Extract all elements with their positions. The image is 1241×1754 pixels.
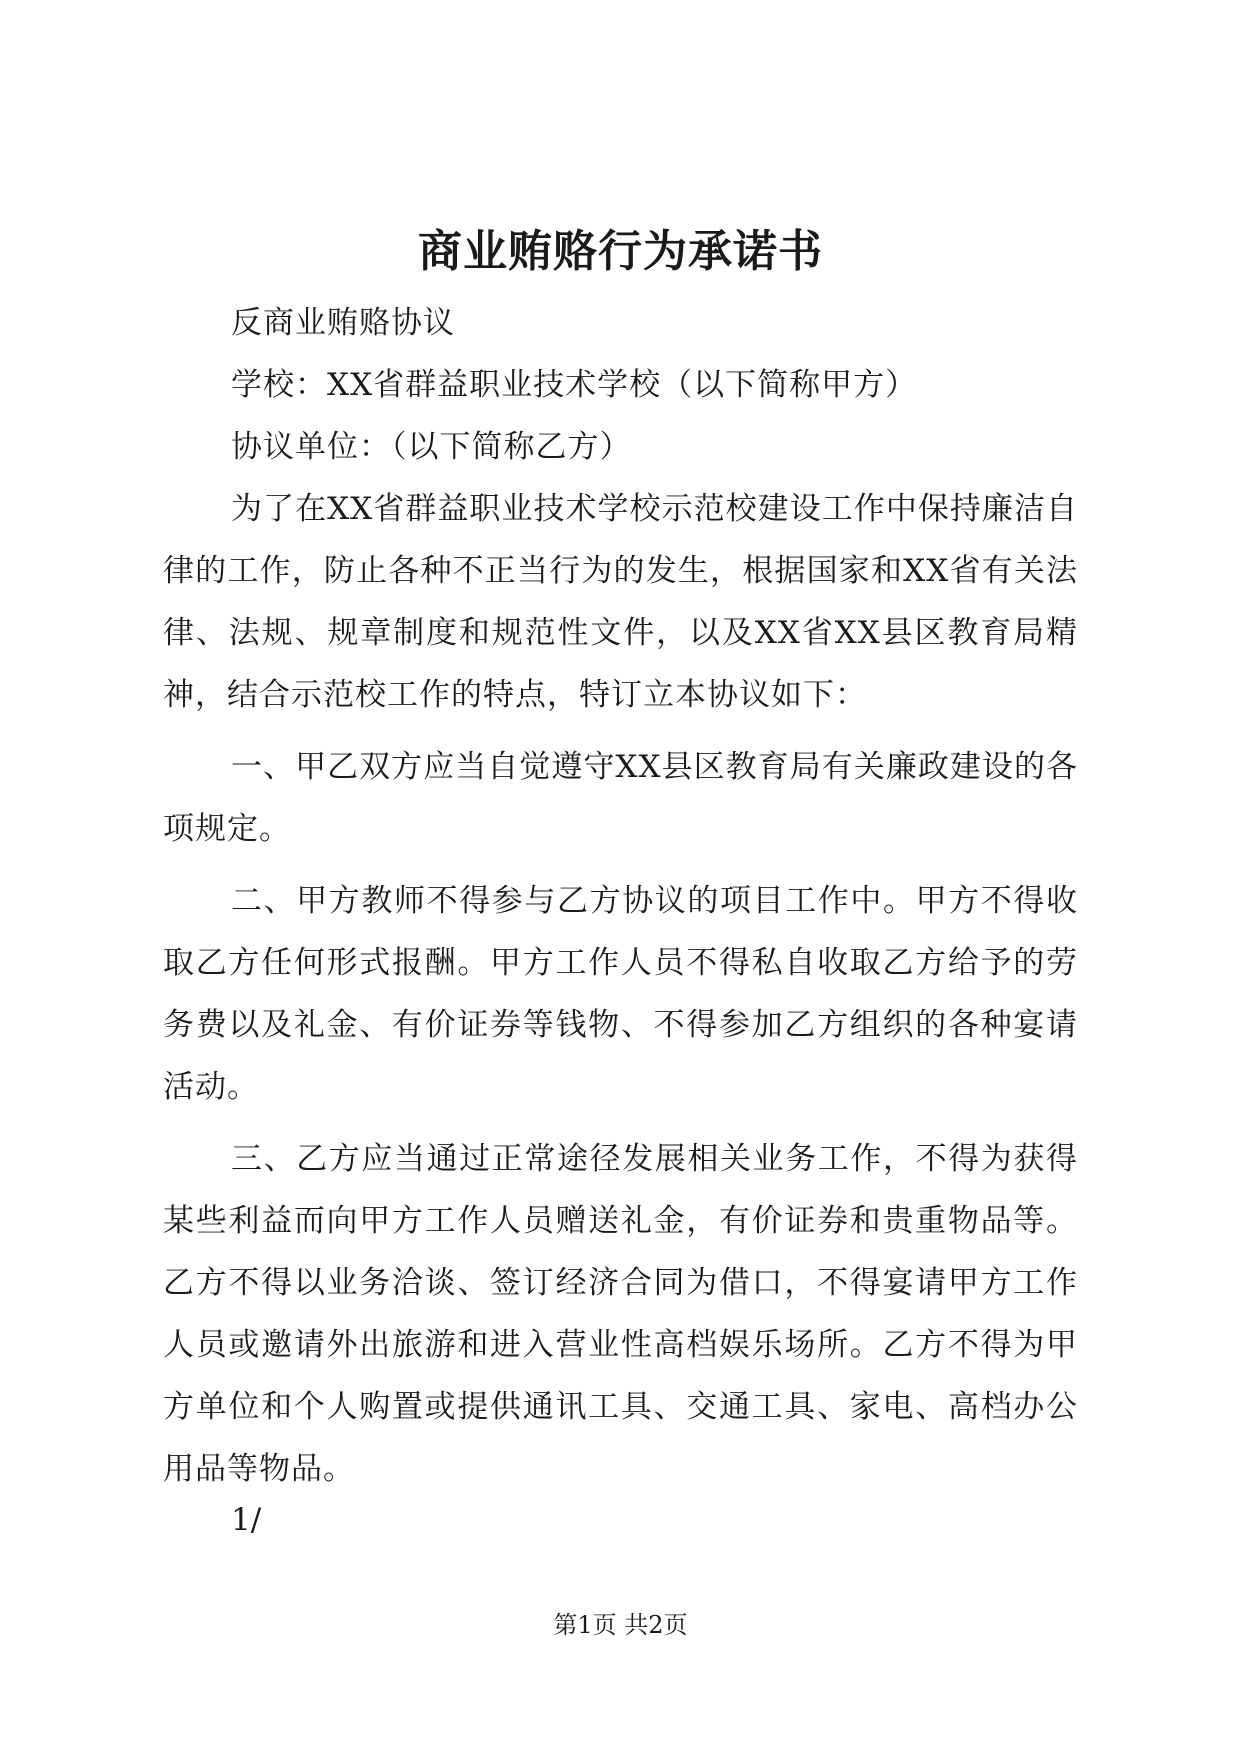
document-title: 商业贿赂行为承诺书 xyxy=(418,226,823,277)
page-footer: 第1页 共2页 xyxy=(553,1611,688,1639)
page-marker: 1/ xyxy=(231,1502,262,1538)
document-body xyxy=(163,292,1078,1500)
paragraph-clause-1: 一、甲乙双方应当自觉遵守XX县区教育局有关廉政建设的各项规定。 xyxy=(163,749,1078,847)
paragraph-party-b: 协议单位：（以下简称乙方） xyxy=(231,429,632,465)
paragraph-clause-3: 三、乙方应当通过正常途径发展相关业务工作，不得为获得某些利益而向甲方工作人员赠送礼金，有价证券和贵重物品等。乙方不得以业务洽谈、签订经济合同为借口，不得宴请甲方工作人员或邀请外出旅游和进入营业性高档娱乐场所。乙方不得为甲方单位和个人购置或提供通讯工具、交通工具、家电、高档办公用品等物品。 xyxy=(163,1141,1078,1487)
paragraph-clause-2: 二、甲方教师不得参与乙方协议的项目工作中。甲方不得收取乙方任何形式报酬。甲方工作人员不得私自收取乙方给予的劳务费以及礼金、有价证券等钱物、不得参加乙方组织的各种宴请活动。 xyxy=(163,883,1078,1105)
paragraph-party-a: 学校：XX省群益职业技术学校（以下简称甲方） xyxy=(231,367,918,403)
paragraph-preamble: 为了在XX省群益职业技术学校示范校建设工作中保持廉洁自律的工作，防止各种不正当行为的发生，根据国家和XX省有关法律、法规、规章制度和规范性文件，以及XX省XX县区教育局精神，结合示范校工作的特点，特订立本协议如下： xyxy=(163,491,1078,713)
paragraph-heading: 反商业贿赂协议 xyxy=(231,305,455,341)
